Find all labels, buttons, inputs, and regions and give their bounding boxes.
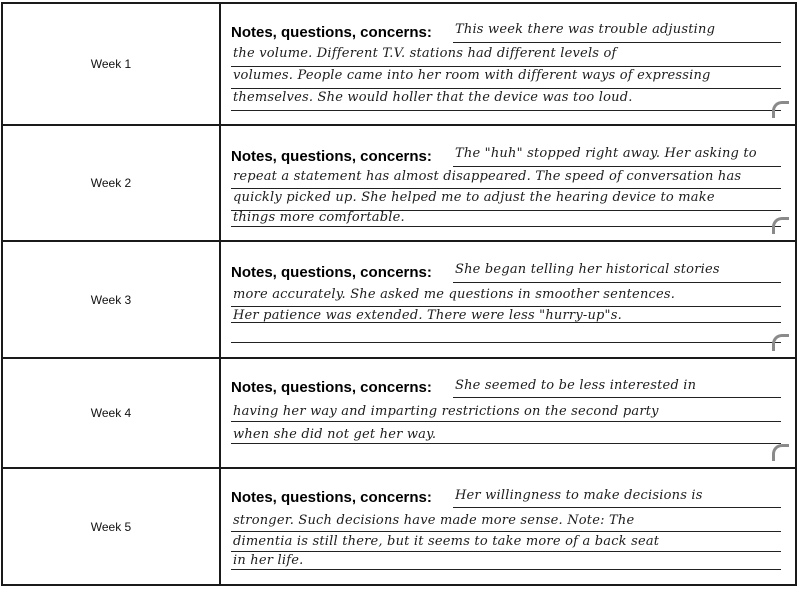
handwritten-line: volumes. People came into her room with different ways of expressing: [233, 68, 711, 83]
week-label: Week 2: [90, 176, 132, 190]
handwritten-line: themselves. She would holler that the device was too loud.: [233, 90, 633, 105]
handwritten-line: in her life.: [233, 553, 304, 568]
notes-cell: [221, 242, 795, 357]
week-cell: [3, 4, 221, 124]
writing-line: [231, 188, 781, 189]
writing-line: [231, 306, 781, 307]
week-cell: [3, 126, 221, 240]
writing-line: [231, 88, 781, 89]
notes-cell: [221, 469, 795, 584]
writing-line: [231, 569, 781, 570]
writing-line: [453, 166, 781, 167]
table-row-week-4: [3, 359, 795, 469]
week-cell: [3, 242, 221, 357]
writing-line: [453, 507, 781, 508]
week-label: Week 5: [90, 519, 132, 534]
handwritten-line: when she did not get her way.: [233, 427, 437, 442]
writing-line: [231, 66, 781, 67]
table-row-week-3: [3, 242, 795, 359]
week-cell: [3, 359, 221, 467]
page-edge-mark: [772, 444, 789, 461]
writing-line: [231, 551, 781, 552]
table-row-week-2: [3, 126, 795, 242]
writing-line: [453, 42, 781, 43]
handwritten-line: more accurately. She asked me questions in smoother sentences.: [233, 287, 676, 302]
writing-line: [231, 226, 781, 227]
handwritten-line: stronger. Such decisions have made more sense. Note: The: [233, 513, 635, 528]
writing-line: [231, 531, 781, 532]
writing-line: [231, 322, 781, 323]
handwritten-line: This week there was trouble adjusting: [455, 22, 716, 37]
notes-cell: [221, 359, 795, 467]
notes-cell: [221, 4, 795, 124]
writing-line: [453, 282, 781, 283]
week-label: Week 3: [90, 292, 132, 307]
table-row-week-5: [3, 469, 795, 584]
handwritten-line: quickly picked up. She helped me to adjust the hearing device to make: [233, 190, 715, 205]
week-label: Week 4: [90, 406, 132, 420]
writing-line: [231, 342, 781, 343]
notes-label: Notes, questions, concerns:: [231, 264, 432, 281]
writing-line: [453, 397, 781, 398]
handwritten-line: having her way and imparting restrictions on the second party: [233, 404, 659, 419]
handwritten-line: repeat a statement has almost disappeared. The speed of conversation has: [233, 169, 742, 184]
writing-line: [231, 443, 781, 444]
handwritten-line: She began telling her historical stories: [455, 262, 720, 277]
handwritten-line: things more comfortable.: [233, 210, 405, 225]
notes-label: Notes, questions, concerns:: [231, 379, 432, 396]
page-edge-mark: [772, 217, 789, 234]
writing-line: [231, 421, 781, 422]
notes-label: Notes, questions, concerns:: [231, 489, 432, 506]
notes-label: Notes, questions, concerns:: [231, 24, 432, 41]
weekly-notes-table: [1, 2, 797, 586]
table-row-week-1: [3, 4, 795, 126]
handwritten-line: Her willingness to make decisions is: [455, 488, 703, 503]
handwritten-line: the volume. Different T.V. stations had different levels of: [233, 46, 617, 61]
page-edge-mark: [772, 334, 789, 351]
writing-line: [231, 110, 781, 111]
handwritten-line: The "huh" stopped right away. Her asking to: [455, 146, 757, 161]
week-label: Week 1: [90, 57, 132, 71]
page-edge-mark: [772, 101, 789, 118]
notes-label: Notes, questions, concerns:: [231, 148, 432, 165]
handwritten-line: dimentia is still there, but it seems to take more of a back seat: [233, 534, 660, 549]
notes-cell: [221, 126, 795, 240]
week-cell: [3, 469, 221, 584]
handwritten-line: Her patience was extended. There were less "hurry-up"s.: [233, 308, 622, 323]
handwritten-line: She seemed to be less interested in: [455, 378, 697, 393]
